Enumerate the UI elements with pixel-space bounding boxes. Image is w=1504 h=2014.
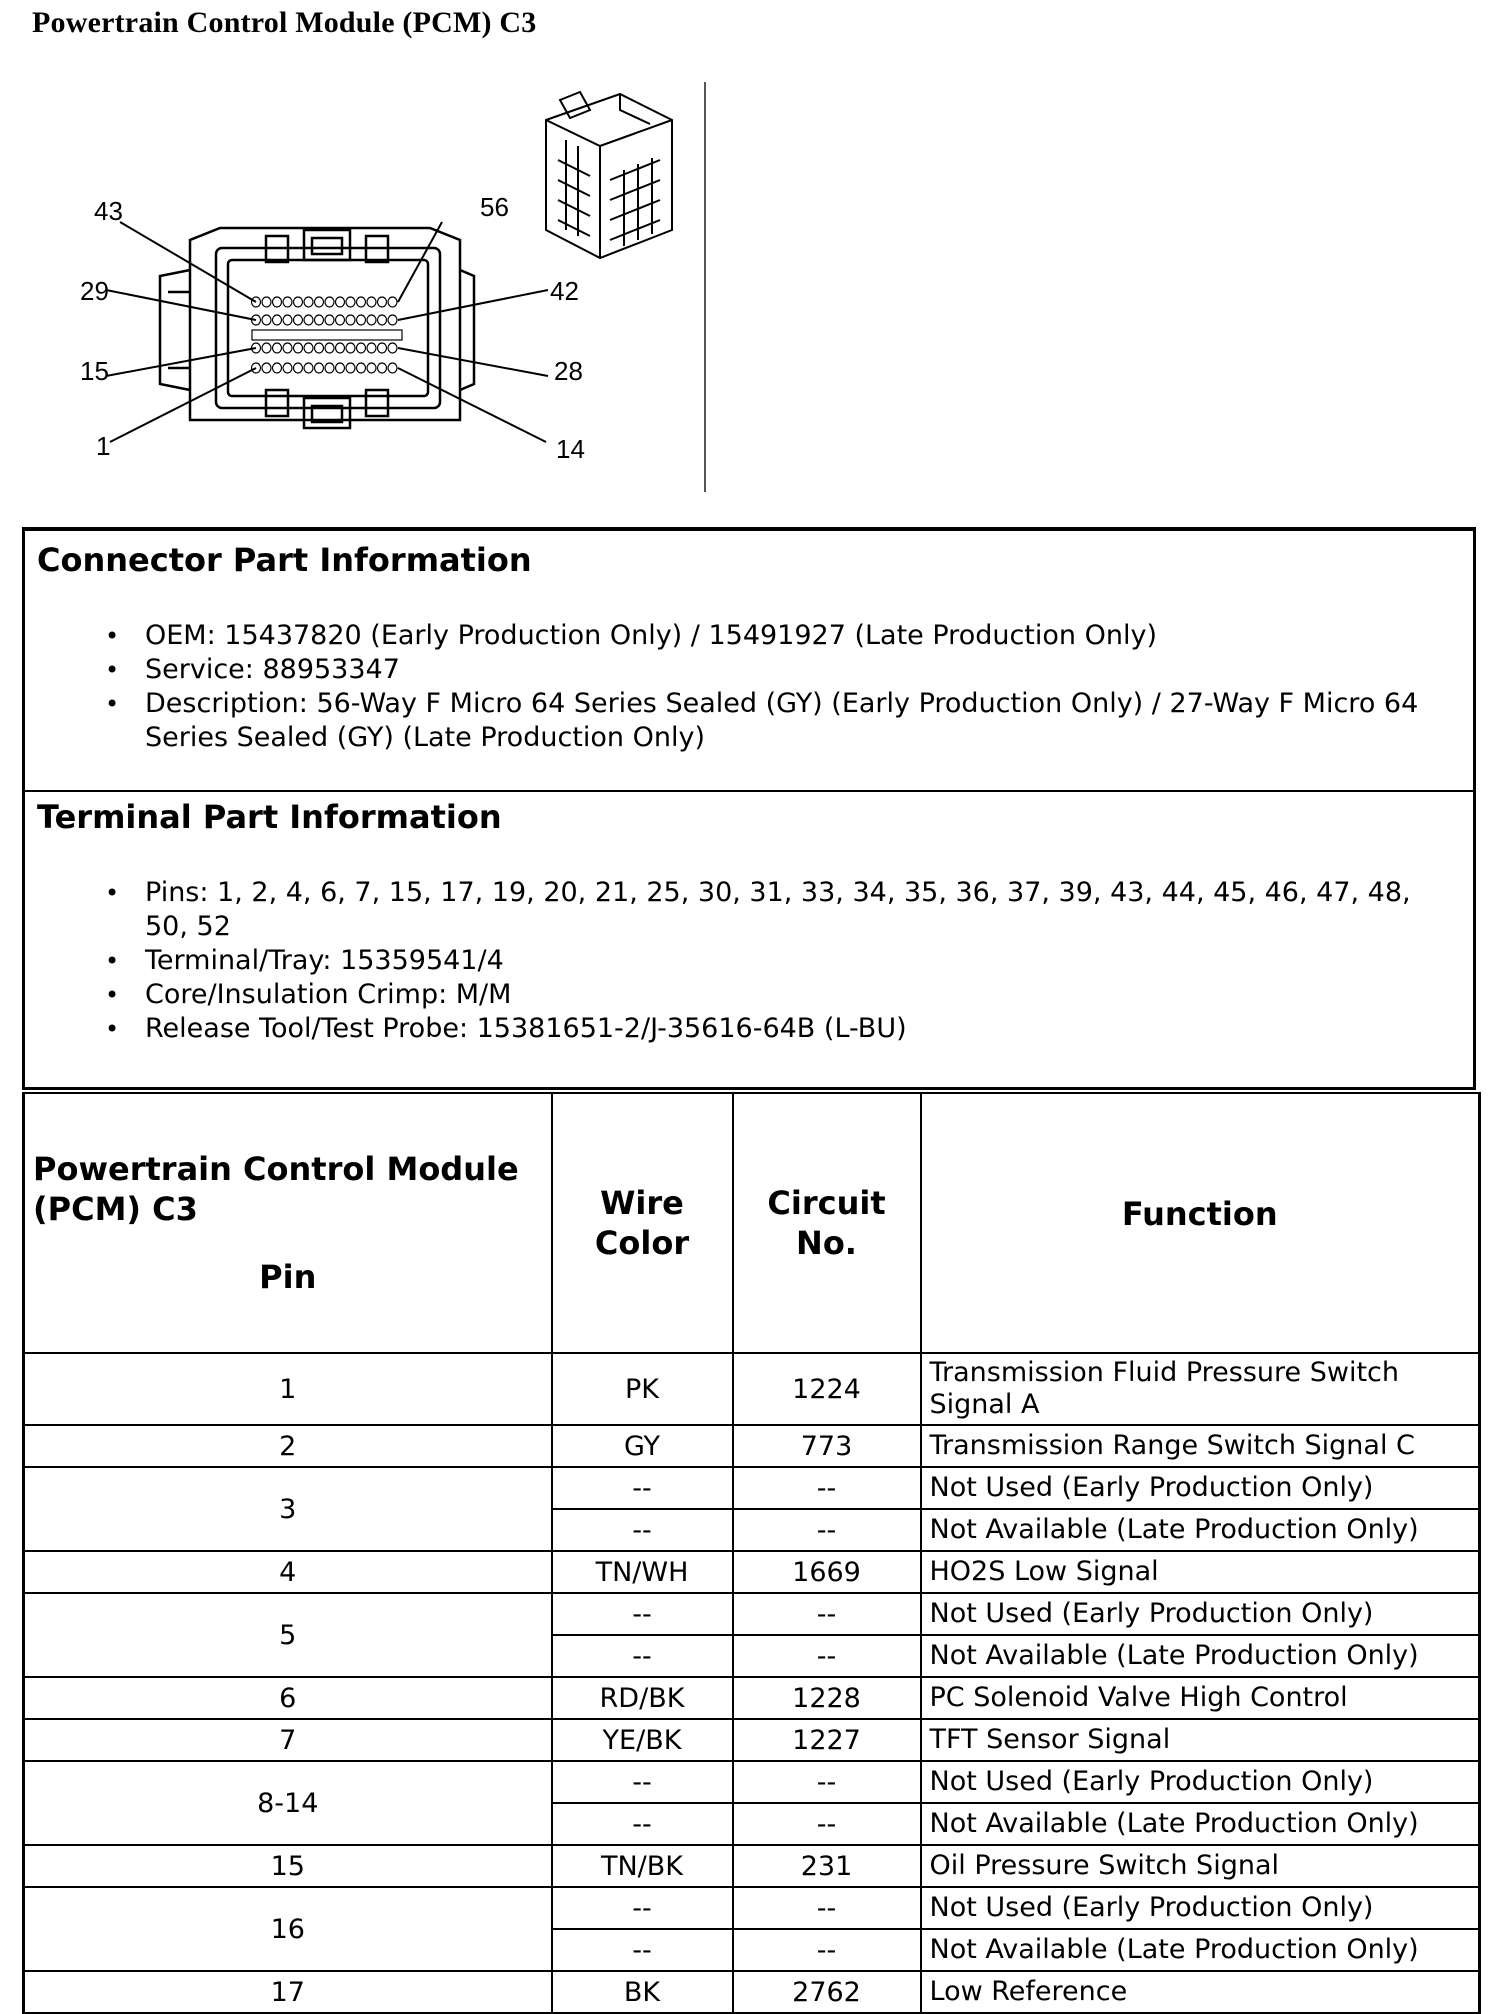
function-cell: Transmission Range Switch Signal C <box>921 1425 1480 1467</box>
wire-color-cell: -- <box>552 1761 733 1803</box>
connector-diagram <box>60 80 700 500</box>
pin-label-1: 1 <box>96 431 111 461</box>
table-row <box>24 1971 1480 2013</box>
wire-color-cell: PK <box>552 1353 733 1425</box>
pin-array <box>252 297 403 373</box>
pin-cavity <box>388 343 397 353</box>
wire-color-cell: -- <box>552 1467 733 1509</box>
pin-cavity <box>304 315 313 325</box>
column-header-pin <box>24 1093 552 1353</box>
pin-cell: 3 <box>24 1467 552 1551</box>
pin-cavity <box>346 297 355 307</box>
table-row <box>24 1761 1480 1803</box>
pin-cavity <box>262 315 271 325</box>
function-cell: TFT Sensor Signal <box>921 1719 1480 1761</box>
terminal-part-info-list <box>83 876 1453 1046</box>
table-row <box>24 1593 1480 1635</box>
pin-cavity <box>294 297 303 307</box>
circuit-cell: -- <box>733 1929 921 1971</box>
pin-cell: 7 <box>24 1719 552 1761</box>
pin-cavity <box>378 315 387 325</box>
function-cell: Oil Pressure Switch Signal <box>921 1845 1480 1887</box>
pin-cavity <box>357 343 366 353</box>
pin-cell: 17 <box>24 1971 552 2013</box>
pin-table <box>22 1092 1481 2014</box>
wire-color-cell: YE/BK <box>552 1719 733 1761</box>
function-cell: Not Available (Late Production Only) <box>921 1803 1480 1845</box>
connector-body <box>190 228 460 420</box>
pin-cell: 8-14 <box>24 1761 552 1845</box>
circuit-cell: 1227 <box>733 1719 921 1761</box>
wire-color-cell: -- <box>552 1635 733 1677</box>
function-cell: Not Used (Early Production Only) <box>921 1887 1480 1929</box>
function-cell: Not Used (Early Production Only) <box>921 1761 1480 1803</box>
pin-cell: 5 <box>24 1593 552 1677</box>
list-item: • Core/Insulation Crimp: M/M <box>83 978 1453 1012</box>
pin-cavity <box>336 297 345 307</box>
pin-cavity <box>367 363 376 373</box>
wire-color-cell: GY <box>552 1425 733 1467</box>
circuit-cell: 231 <box>733 1845 921 1887</box>
circuit-cell: -- <box>733 1635 921 1677</box>
circuit-cell: 1224 <box>733 1353 921 1425</box>
wire-color-cell: TN/BK <box>552 1845 733 1887</box>
pin-label-14: 14 <box>556 434 585 464</box>
pin-cavity <box>315 363 324 373</box>
pin-cavity <box>325 315 334 325</box>
circuit-cell: 1228 <box>733 1677 921 1719</box>
pin-cavity <box>388 315 397 325</box>
table-row <box>24 1677 1480 1719</box>
circuit-cell: 773 <box>733 1425 921 1467</box>
pin-cavity <box>273 297 282 307</box>
function-cell: Not Available (Late Production Only) <box>921 1929 1480 1971</box>
pin-cavity <box>388 297 397 307</box>
list-item: • Service: 88953347 <box>83 653 1453 687</box>
wire-color-cell: TN/WH <box>552 1551 733 1593</box>
pin-cavity <box>294 363 303 373</box>
pin-cell: 2 <box>24 1425 552 1467</box>
pin-cavity <box>357 363 366 373</box>
pin-cavity <box>325 363 334 373</box>
circuit-cell: -- <box>733 1761 921 1803</box>
pin-cavity <box>273 363 282 373</box>
function-cell: HO2S Low Signal <box>921 1551 1480 1593</box>
pin-cavity <box>336 363 345 373</box>
pin-cavity <box>367 297 376 307</box>
circuit-cell: -- <box>733 1509 921 1551</box>
circuit-cell: 1669 <box>733 1551 921 1593</box>
pin-cavity <box>262 297 271 307</box>
pin-label-42: 42 <box>550 276 579 306</box>
function-cell: Not Used (Early Production Only) <box>921 1467 1480 1509</box>
pin-cavity <box>325 343 334 353</box>
connector-part-info-list <box>83 619 1453 755</box>
pin-cavity <box>346 343 355 353</box>
pin-cavity <box>357 315 366 325</box>
pin-cavity <box>304 343 313 353</box>
connector-part-info-heading: Connector Part Information <box>37 541 532 579</box>
connector-inner-outline <box>216 248 440 408</box>
pin-header-label: Pin <box>259 1258 317 1296</box>
connector-isometric-view <box>546 92 672 258</box>
function-cell: Low Reference <box>921 1971 1480 2013</box>
pin-cell: 16 <box>24 1887 552 1971</box>
pin-cavity <box>304 297 313 307</box>
function-cell: Transmission Fluid Pressure Switch Signal A <box>921 1353 1480 1425</box>
function-cell: Not Used (Early Production Only) <box>921 1593 1480 1635</box>
list-item: • Description: 56-Way F Micro 64 Series Sealed (GY) (Early Production Only) / 27-Way F Micro 64 Series Sealed (GY) (Late Production Only) <box>83 687 1453 755</box>
pin-cavity <box>294 315 303 325</box>
table-row <box>24 1845 1480 1887</box>
pin-cavity <box>357 297 366 307</box>
pin-cell: 4 <box>24 1551 552 1593</box>
list-item: • Pins: 1, 2, 4, 6, 7, 15, 17, 19, 20, 21, 25, 30, 31, 33, 34, 35, 36, 37, 39, 43, 44, 45, 46, 47, 48, 50, 52 <box>83 876 1453 944</box>
pin-cavity <box>283 343 292 353</box>
pin-cell: 1 <box>24 1353 552 1425</box>
diagram-divider <box>704 82 706 492</box>
circuit-cell: -- <box>733 1803 921 1845</box>
circuit-cell: 2762 <box>733 1971 921 2013</box>
function-cell: Not Available (Late Production Only) <box>921 1509 1480 1551</box>
pin-cavity <box>283 297 292 307</box>
circuit-cell: -- <box>733 1467 921 1509</box>
module-header-label: Powertrain Control Module (PCM) C3 <box>33 1150 519 1228</box>
pin-label-29: 29 <box>80 276 109 306</box>
table-row <box>24 1719 1480 1761</box>
pin-cavity <box>262 343 271 353</box>
wire-color-cell: -- <box>552 1929 733 1971</box>
terminal-part-info-heading: Terminal Part Information <box>37 798 502 836</box>
pin-cavity <box>283 315 292 325</box>
page-title: Powertrain Control Module (PCM) C3 <box>32 6 537 39</box>
pin-label-28: 28 <box>554 356 583 386</box>
pin-cell: 15 <box>24 1845 552 1887</box>
column-header-wire-color: Wire Color <box>552 1093 733 1353</box>
table-row <box>24 1887 1480 1929</box>
pin-cavity <box>388 363 397 373</box>
table-row <box>24 1467 1480 1509</box>
pin-cavity <box>346 315 355 325</box>
pin-cavity <box>315 343 324 353</box>
column-header-circuit: Circuit No. <box>733 1093 921 1353</box>
pin-cavity <box>283 363 292 373</box>
column-header-function: Function <box>921 1093 1480 1353</box>
pin-cavity <box>304 363 313 373</box>
table-row <box>24 1551 1480 1593</box>
list-item: • Release Tool/Test Probe: 15381651-2/J-35616-64B (L-BU) <box>83 1012 1453 1046</box>
terminal-part-info <box>22 792 1476 1090</box>
pin-cavity <box>367 343 376 353</box>
pin-row-separator <box>252 330 402 340</box>
function-cell: PC Solenoid Valve High Control <box>921 1677 1480 1719</box>
pin-cavity <box>315 315 324 325</box>
pin-cavity <box>367 315 376 325</box>
pin-label-15: 15 <box>80 356 109 386</box>
pin-label-43: 43 <box>94 196 123 226</box>
circuit-cell: -- <box>733 1887 921 1929</box>
pin-cavity <box>378 297 387 307</box>
pin-cavity <box>294 343 303 353</box>
circuit-cell: -- <box>733 1593 921 1635</box>
pin-cavity <box>336 343 345 353</box>
list-item: • Terminal/Tray: 15359541/4 <box>83 944 1453 978</box>
connector-part-info <box>22 527 1476 792</box>
wire-color-cell: RD/BK <box>552 1677 733 1719</box>
pin-label-56: 56 <box>480 192 509 222</box>
table-row <box>24 1425 1480 1467</box>
list-item: • OEM: 15437820 (Early Production Only) / 15491927 (Late Production Only) <box>83 619 1453 653</box>
pin-cavity <box>315 297 324 307</box>
pin-cavity <box>346 363 355 373</box>
pin-cavity <box>273 343 282 353</box>
pin-cavity <box>378 363 387 373</box>
pin-cell: 6 <box>24 1677 552 1719</box>
table-row <box>24 1353 1480 1425</box>
wire-color-cell: BK <box>552 1971 733 2013</box>
wire-color-cell: -- <box>552 1593 733 1635</box>
pin-cavity <box>378 343 387 353</box>
function-cell: Not Available (Late Production Only) <box>921 1635 1480 1677</box>
pin-cavity <box>273 315 282 325</box>
pin-cavity <box>325 297 334 307</box>
wire-color-cell: -- <box>552 1803 733 1845</box>
wire-color-cell: -- <box>552 1509 733 1551</box>
pin-cavity <box>336 315 345 325</box>
pin-cavity <box>262 363 271 373</box>
wire-color-cell: -- <box>552 1887 733 1929</box>
